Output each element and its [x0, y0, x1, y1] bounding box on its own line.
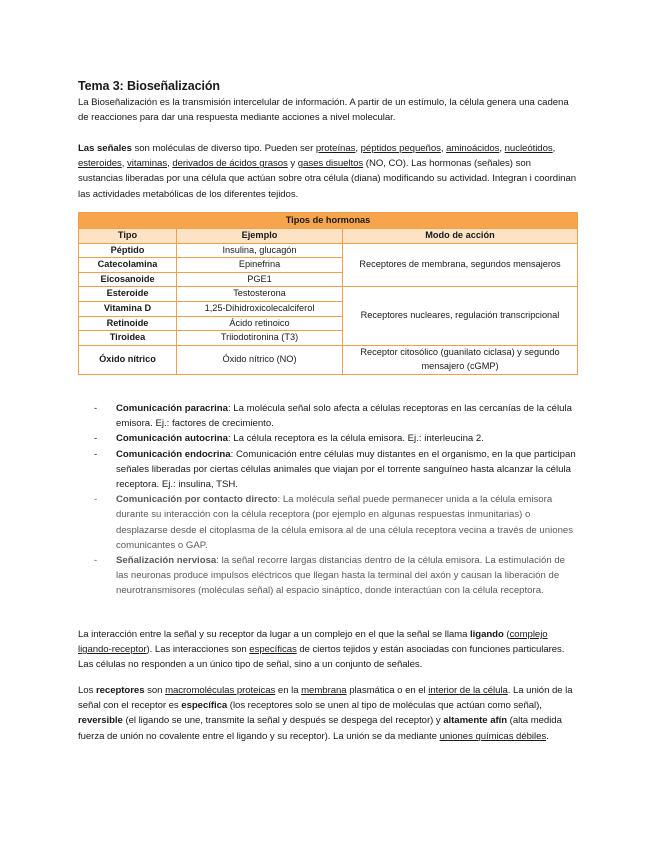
text: . [546, 730, 549, 742]
signal-type: vitaminas [127, 158, 168, 170]
hormone-types-table [78, 212, 578, 375]
comm-text: : la señal recorre largas distancias dentro de la célula emisora. La estimulación de las neuronas produce impulsos eléctricos que llegan hasta la terminal del axón y causan la liberación de neurotransmisores (moléculas señal) al espacio sináptico, donde interactúan con la célula receptora. [116, 555, 566, 597]
text: (alta medida fuerza de unión no covalente entre el ligando y su receptor). La unión se da mediante [78, 715, 562, 742]
signals-term: Las señales [78, 143, 132, 154]
comm-term: Comunicación autocrina [116, 433, 228, 445]
comm-term: Comunicación por contacto directo [116, 494, 278, 506]
text: en la [275, 685, 302, 696]
comm-text: : La molécula señal puede permanecer unida a la célula emisora durante su interacción con la célula receptora (por ejemplo en algunas respuestas inmunitarias) o desplazarse desde el citoplasma de la célula emisora al de una célula receptora vecina a través de uniones comunicantes o GAP. [116, 494, 574, 551]
hormone-example: Ácido retinoico [177, 316, 343, 331]
complex-term: complejo ligando-receptor [78, 629, 548, 656]
comm-text: : La molécula señal solo afecta a células receptoras en las cercanías de la célula emisora. Ej.: factores de crecimiento. [116, 403, 572, 430]
hormone-example: Insulina, glucagón [177, 243, 343, 258]
communication-list [94, 401, 578, 599]
receptors-paragraph [78, 683, 578, 744]
dash: - [94, 448, 98, 460]
text: plasmática o en el [346, 685, 429, 696]
comm-term: Comunicación paracrina [116, 403, 228, 414]
hormone-example: Triiodotironina (T3) [177, 331, 343, 346]
hormone-type: Óxido nítrico [79, 345, 177, 374]
comm-text: : La célula receptora es la célula emisora. Ej.: interleucina 2. [227, 433, 484, 445]
hormone-type: Péptido [79, 243, 177, 258]
comm-term: Comunicación endocrina [116, 448, 231, 460]
signals-text: son moléculas de diverso tipo. Pueden ser [131, 143, 316, 154]
comm-term: Señalización nerviosa [116, 555, 217, 567]
table-header: Modo de acción [343, 229, 578, 244]
text: . La unión de la señal con el receptor es [78, 685, 573, 712]
hormone-type: Vitamina D [79, 301, 177, 316]
hormone-example: PGE1 [177, 272, 343, 287]
sep: , [499, 143, 505, 154]
signal-type: aminoácidos [446, 143, 500, 154]
hormone-type: Retinoide [79, 316, 177, 331]
dash: - [94, 555, 98, 567]
bonds-term: uniones químicas débiles [439, 730, 547, 742]
hormone-example: Óxido nítrico (NO) [177, 345, 343, 374]
affinity-term: altamente afín [443, 715, 508, 727]
list-item [94, 431, 578, 446]
action-mode: Receptor citosólico (guanilato ciclasa) y segundo mensajero (cGMP) [343, 345, 578, 374]
receptors-term: receptores [95, 685, 145, 696]
sep: , [121, 158, 127, 170]
text: (los receptores solo se unen al tipo de moléculas que actúan como señal), [227, 700, 542, 712]
hormone-example: Epinefrina [177, 258, 343, 273]
text: son [144, 685, 166, 696]
hormone-example: 1,25-Dihidroxicolecalciferol [177, 301, 343, 316]
table-row [79, 287, 578, 302]
table-row [79, 243, 578, 258]
text: de ciertos tejidos y están asociadas con funciones particulares. Las células no responden a un único tipo de señal, sino a un conjunto de señales. [78, 644, 565, 671]
sep: , [440, 143, 447, 154]
action-mode: Receptores nucleares, regulación transcripcional [343, 287, 578, 345]
text: ( [503, 629, 510, 640]
dash: - [94, 433, 98, 445]
signal-type: derivados de ácidos grasos [172, 158, 288, 170]
table-header: Tipo [79, 229, 177, 244]
signals-paragraph [78, 141, 578, 202]
reversible-term: reversible [78, 715, 123, 727]
dash: - [94, 494, 98, 506]
list-item [94, 492, 578, 553]
membrane-term: membrana [301, 685, 347, 696]
action-mode: Receptores de membrana, segundos mensajeros [343, 243, 578, 287]
text: (el ligando se une, transmite la señal y después se despega del receptor) y [122, 715, 444, 727]
signal-type: péptidos pequeños [360, 143, 441, 154]
sep: , [167, 158, 173, 170]
ligand-paragraph [78, 627, 578, 673]
hormone-type: Eicosanoide [79, 272, 177, 287]
text: ). Las interacciones son [146, 644, 250, 656]
specific-term: específica [181, 700, 228, 712]
list-item [94, 553, 578, 599]
list-item [94, 447, 578, 493]
sep: , [552, 143, 556, 154]
table-caption: Tipos de hormonas [79, 213, 578, 229]
hormone-type: Tiroidea [79, 331, 177, 346]
hormone-example: Testosterona [177, 287, 343, 302]
signal-type: gases disueltos [297, 158, 364, 170]
signal-type: nucleótidos [504, 143, 553, 154]
hormone-type: Catecolamina [79, 258, 177, 273]
signal-type: proteínas [315, 143, 356, 154]
signal-type: esteroides [78, 158, 122, 170]
text: Los [78, 685, 96, 696]
table-row [79, 345, 578, 374]
sep: , [355, 143, 361, 154]
page-title: Tema 3: Bioseñalización [78, 79, 220, 93]
comm-text: : Comunicación entre células muy distantes en el organismo, en la que participan señales liberadas por ciertas células animales que viajan por el torrente sanguíneo hasta alcanzar la célula receptora. Ej.: insulina, TSH. [116, 448, 576, 491]
dash: - [94, 403, 98, 414]
ligand-term: ligando [470, 629, 504, 640]
interior-term: interior de la célula [428, 685, 508, 696]
list-item [94, 401, 578, 431]
sep: y [287, 158, 298, 170]
specific-term: específicas [249, 644, 297, 656]
intro-paragraph: La Bioseñalización es la transmisión intercelular de información. A partir de un estímulo, la célula genera una cadena de reacciones para dar una respuesta mediante acciones a nivel molecular. [78, 97, 569, 124]
table-header: Ejemplo [177, 229, 343, 244]
hormone-type: Esteroide [79, 287, 177, 302]
signals-note: (NO, CO). Las hormonas (señales) son sustancias liberadas por una célula que actúan sobre otra célula (diana) modificando su actividad. Integran i coordinan las actividades metabólicas de los diferentes tejidos. [78, 158, 577, 200]
text: La interacción entre la señal y su receptor da lugar a un complejo en el que la señal se llama [78, 629, 471, 640]
macromol-term: macromoléculas proteicas [165, 685, 276, 696]
